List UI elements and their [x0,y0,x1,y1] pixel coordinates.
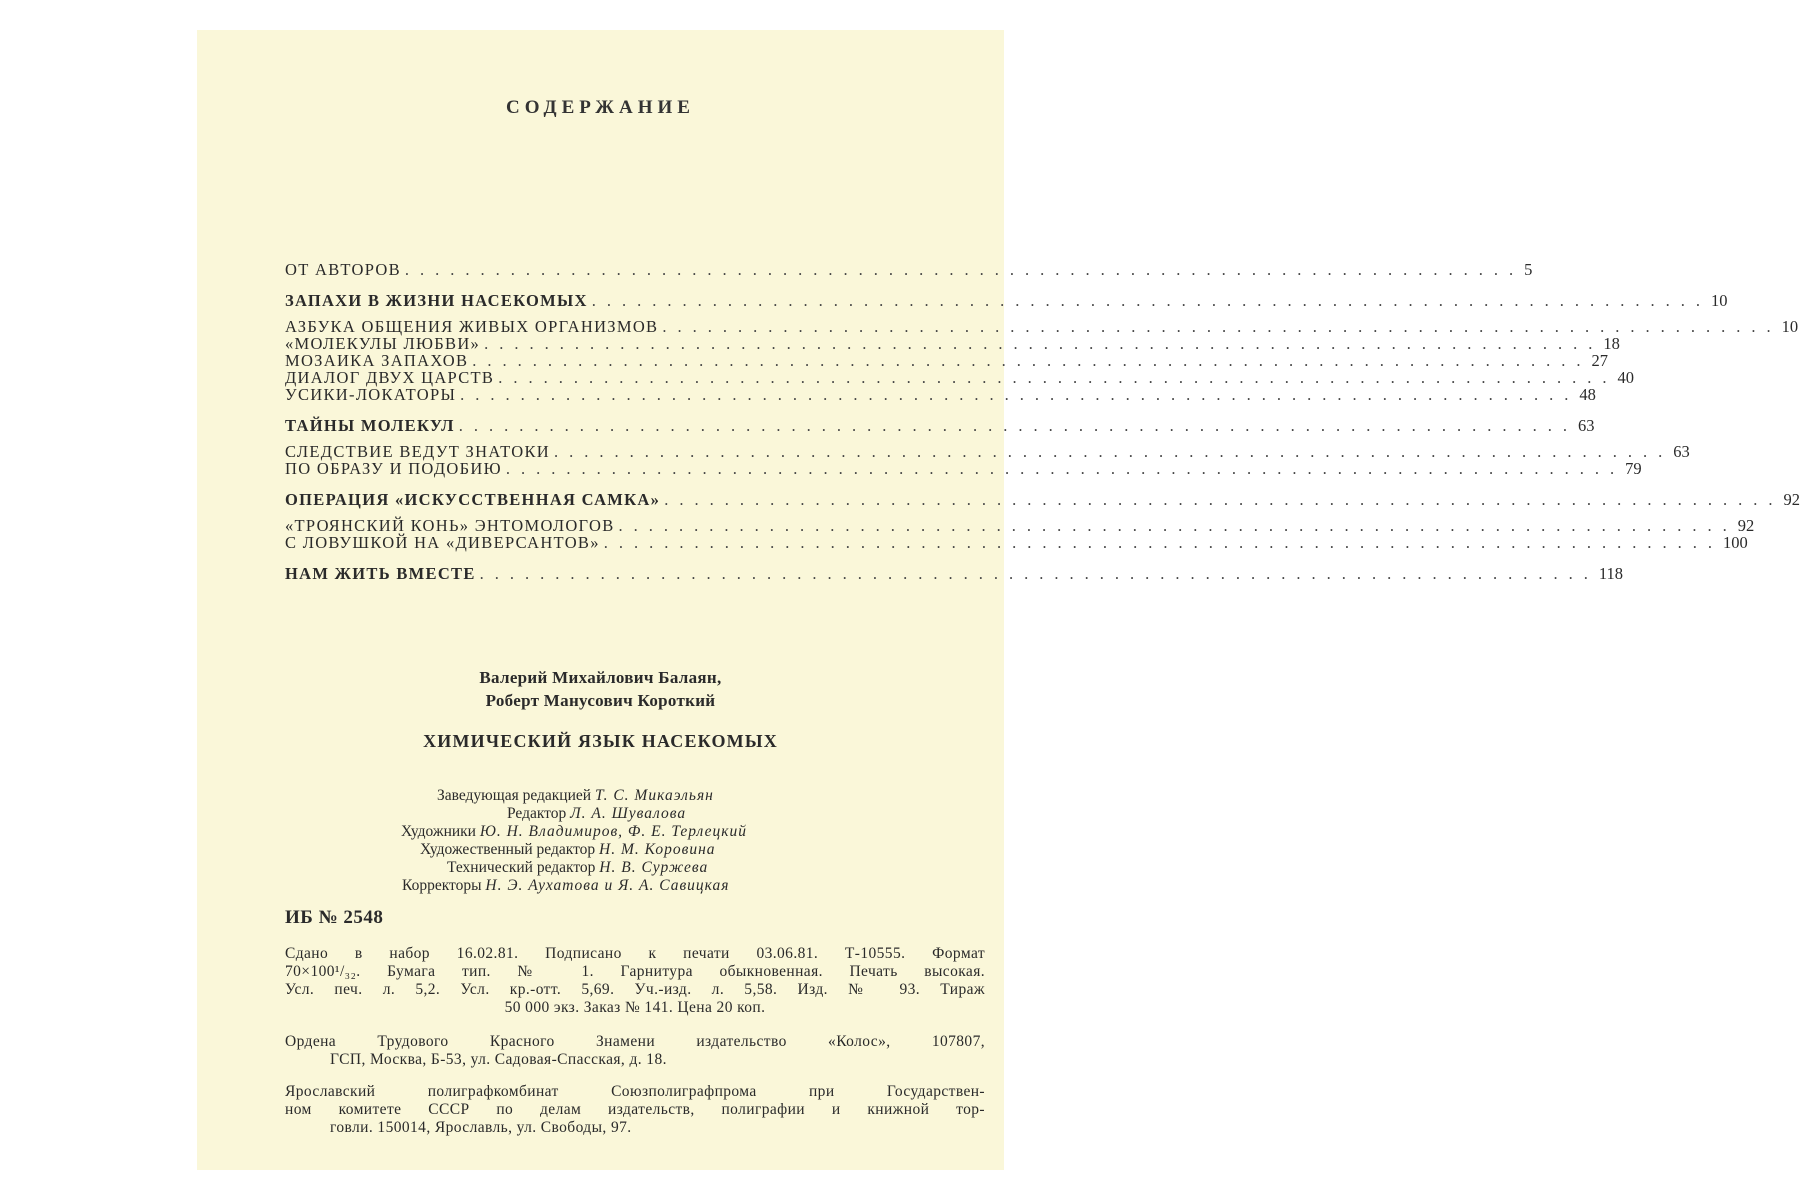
imprint-line: 50 000 экз. Заказ № 141. Цена 20 коп. [504,999,766,1016]
toc-entry-page: 118 [1598,564,1624,583]
credit-line [387,877,887,895]
printer-details [285,1083,985,1137]
toc-section-entry [285,416,1595,435]
toc-entry-label: МОЗАИКА ЗАПАХОВ [285,351,469,370]
imprint-line: Усл. печ. л. 5,2. Усл. кр.-отт. 5,69. Уч.-изд. л. 5,58. Изд. № 93. Тираж [285,981,985,998]
credit-role: Художники [401,823,476,840]
credits-block [387,787,887,895]
toc-leader-dots: .......................................................................... [662,317,1782,336]
author-name: Валерий Михайлович Балаян, [479,668,722,687]
toc-leader-dots: .......................................................................... [460,385,1580,404]
toc-entry-label: СЛЕДСТВИЕ ВЕДУТ ЗНАТОКИ [285,442,551,461]
credit-role: Художественный редактор [420,841,596,858]
toc-entry-page: 63 [1673,442,1690,461]
imprint-line: Ярославский полиграфкомбинат Союзполиграфпрома при Государствен- [285,1083,985,1100]
credit-role: Технический редактор [447,859,596,876]
toc-entry-label: ЗАПАХИ В ЖИЗНИ НАСЕКОМЫХ [285,291,588,310]
toc-entry-label: НАМ ЖИТЬ ВМЕСТЕ [285,564,476,583]
toc-entry-page: 18 [1603,334,1620,353]
toc-entry-label: С ЛОВУШКОЙ НА «ДИВЕРСАНТОВ» [285,533,600,552]
toc-entry [285,516,1755,535]
contents-heading: СОДЕРЖАНИЕ [506,97,695,118]
credit-name: Н. В. Суржева [599,859,709,876]
imprint-line: Сдано в набор 16.02.81. Подписано к печати 03.06.81. Т-10555. Формат [285,945,985,962]
printing-details [285,945,985,1017]
toc-entry-page: 27 [1591,351,1608,370]
toc-entry [285,351,1608,370]
toc-entry-page: 92 [1783,490,1800,509]
imprint-line: говли. 150014, Ярославль, ул. Свободы, 97. [330,1119,632,1136]
toc-entry [285,385,1596,404]
toc-entry-page: 10 [1711,291,1728,310]
imprint-line: ном комитете СССР по делам издательств, полиграфии и книжной тор- [285,1101,985,1118]
toc-entry [285,334,1620,353]
toc-entry-label: ПО ОБРАЗУ И ПОДОБИЮ [285,459,502,478]
toc-entry-label: АЗБУКА ОБЩЕНИЯ ЖИВЫХ ОРГАНИЗМОВ [285,317,659,336]
toc-entry-label: УСИКИ-ЛОКАТОРЫ [285,385,457,404]
toc-entry-page: 48 [1579,385,1596,404]
toc-entry [285,533,1748,552]
credit-role: Редактор [507,805,567,822]
toc-leader-dots: .......................................................................... [498,368,1618,387]
toc-section-entry [285,564,1624,583]
credit-name: Н. М. Коровина [599,841,716,858]
toc-entry [285,368,1634,387]
toc-entry-page: 100 [1723,533,1748,552]
toc-entry-label: «МОЛЕКУЛЫ ЛЮБВИ» [285,334,481,353]
imprint-line: ГСП, Москва, Б-53, ул. Садовая-Спасская, д. 18. [330,1051,667,1068]
credit-line [387,805,887,823]
toc-leader-dots: .......................................................................... [603,533,1724,552]
credit-name: Л. А. Шувалова [570,805,687,822]
imprint-line: Ордена Трудового Красного Знамени издательство «Колос», 107807, [285,1033,985,1050]
credit-line [387,859,887,877]
book-title: ХИМИЧЕСКИЙ ЯЗЫК НАСЕКОМЫХ [423,731,778,751]
credit-role: Заведующая редакцией [437,787,592,804]
toc-leader-dots: .......................................................................... [505,459,1626,478]
credit-name: Т. С. Микаэльян [594,787,714,804]
toc-entry-label: ОТ АВТОРОВ [285,260,401,279]
toc-entry [285,442,1690,461]
toc-leader-dots: .......................................................................... [479,564,1599,583]
credit-name: Н. Э. Аухатова и Я. А. Савицкая [485,877,730,894]
toc-entry-page: 63 [1578,416,1595,435]
toc-leader-dots: .......................................................................... [484,334,1604,353]
authors-block [197,666,1004,712]
toc-entry-label: ОПЕРАЦИЯ «ИСКУССТВЕННАЯ САМКА» [285,490,661,509]
toc-entry [285,317,1799,336]
toc-leader-dots: .......................................................................... [591,291,1711,310]
toc-entry-page: 10 [1781,317,1799,336]
toc-entry-page: 40 [1617,368,1634,387]
toc-leader-dots: .......................................................................... [404,260,1525,279]
toc-leader-dots: .......................................................................... [664,490,1784,509]
toc-leader-dots: .......................................................................... [458,416,1578,435]
toc-section-entry [285,490,1800,509]
imprint-line: 70×100¹/₃₂. Бумага тип. № 1. Гарнитура обыкновенная. Печать высокая. [285,963,985,980]
table-of-contents [285,260,1800,583]
toc-section-entry [285,291,1728,310]
credit-line [387,841,887,859]
credit-line [387,787,887,805]
toc-entry-page: 5 [1524,260,1533,279]
ib-number: ИБ № 2548 [285,907,384,928]
publisher-details [285,1033,985,1069]
credit-name: Ю. Н. Владимиров, Ф. Е. Терлецкий [479,823,747,840]
toc-entry-label: «ТРОЯНСКИЙ КОНЬ» ЭНТОМОЛОГОВ [285,516,615,535]
toc-leader-dots: .......................................................................... [554,442,1674,461]
credit-role: Корректоры [402,877,482,894]
toc-entry [285,459,1642,478]
toc-leader-dots: .......................................................................... [618,516,1738,535]
toc-entry-label: ДИАЛОГ ДВУХ ЦАРСТВ [285,368,495,387]
credit-line [387,823,887,841]
author-name: Роберт Манусович Короткий [485,691,716,710]
toc-entry [285,260,1533,279]
book-page [197,30,1800,1170]
toc-entry-page: 92 [1737,516,1755,535]
toc-entry-label: ТАЙНЫ МОЛЕКУЛ [285,416,455,435]
toc-entry-page: 79 [1625,459,1642,478]
toc-leader-dots: .......................................................................... [472,351,1592,370]
